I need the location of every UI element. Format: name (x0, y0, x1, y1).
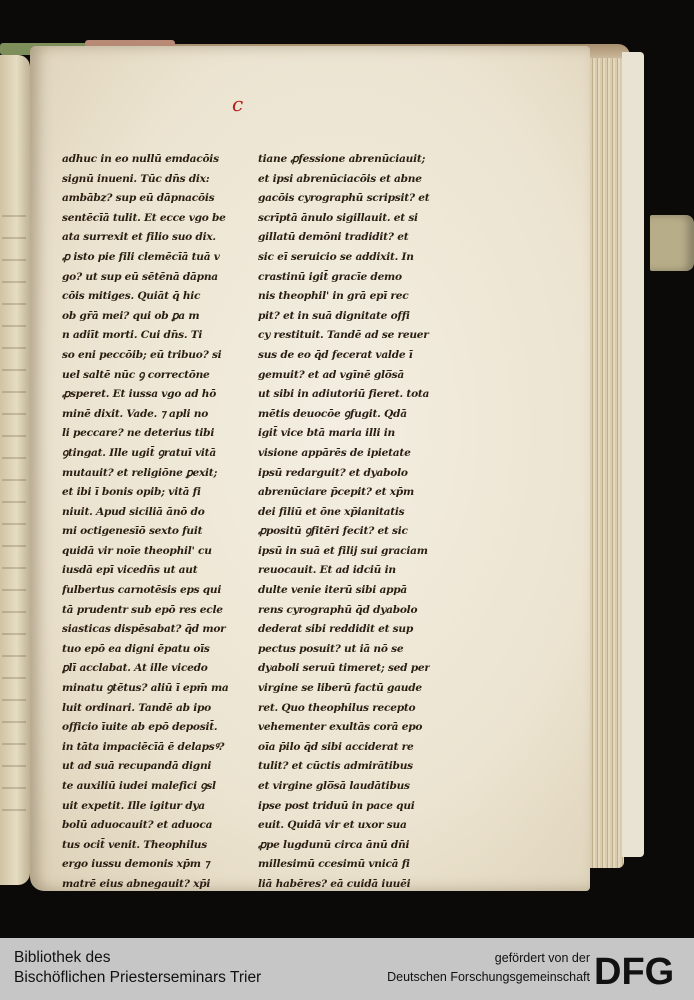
left-column-line: ergo iussu demonis xp̄m ⁊ (62, 858, 210, 871)
library-name-line2: Bischöflichen Priesterseminars Trier (14, 969, 262, 986)
left-column-line: ut ad suā recupandā digni (62, 760, 212, 773)
left-column-line: tuo epō ea digni ēpatu oīs (62, 642, 210, 655)
left-column-line: n adiīt morti. Cui dn̄s. Ti (62, 329, 203, 342)
right-column-line: pectus posuit? ut iā nō se (258, 642, 404, 655)
right-column-line: oīa p̄ilo q̄d sibi acciderat re (258, 740, 414, 753)
right-column-line: dyaboli seruū timeret; sed per (258, 662, 430, 675)
left-column-line: matrē eius abnegauit? xp̄i (62, 877, 211, 890)
right-column-line: igit̄ vice btā maria illi in (258, 427, 395, 440)
page-fore-edge (622, 52, 644, 857)
right-column-line: et virgine glo̅sā laudātibus (258, 780, 410, 792)
right-column-line: sus de eo q̄d fecerat valde ī (258, 348, 413, 361)
right-column-line: dederat sibi reddidit et sup (258, 623, 413, 636)
left-column-line: mi octigenesīō sexto fuit (62, 525, 203, 538)
library-name (14, 948, 261, 988)
left-column-line: luit ordinari. Tandē ab ipo (62, 701, 211, 714)
right-column-line: gacōis cyrographū scripsit? et (258, 192, 430, 205)
library-name-line1: Bibliothek des (14, 949, 111, 966)
left-column-line: uit expetit. Ille igitur dya (62, 799, 205, 812)
dfg-logo-text: DFG (594, 952, 675, 988)
left-column-line: iusdā epī vicedn̄s ut aut (62, 564, 198, 577)
left-column-line: minatu ꝯtētus? aliū ī epm̄ ma (62, 682, 229, 695)
left-column-line: ata surrexit et filio suo dix. (62, 231, 216, 244)
left-column-line: mutauit? et religiōne ꝑexit; (62, 466, 218, 479)
right-column-line: gillatū demōni tradidit? et (258, 231, 409, 244)
footer-banner (0, 938, 694, 1000)
left-column-line: signū inueni. Tūc dn̄s dix: (62, 172, 210, 185)
right-column-line: dei filiū et ōne xp̄ianitatis (258, 505, 405, 518)
right-column-line: reuocauit. Et ad idciū in (258, 564, 396, 577)
left-column-line: minē dixit. Vade. ⁊ apli no (62, 407, 209, 420)
right-column-line: virgine se liberū factū gaude (258, 682, 422, 695)
left-column-line: niuit. Apud siciliā ānō do (62, 505, 205, 518)
right-column-line: cy restituit. Tandē ad se reuer (258, 329, 429, 342)
left-column-line: ꝓsperet. Et iussa vgo ad hō (62, 388, 217, 401)
funder-line1: gefördert von der (494, 951, 590, 965)
right-column-line: tiane ꝓfessione abrenūciauit; (258, 153, 426, 165)
left-column-line: cōis mitiges. Quiāt q̄ hic (62, 290, 201, 303)
right-column-line: euit. Quidā vir et uxor sua (258, 819, 407, 832)
dfg-logo (594, 952, 684, 988)
left-column-line: ob gr̄ā mei? qui ob ꝑa m (62, 309, 200, 322)
left-column-line: in tāta impaciēcīā ē delapsꝰ? (62, 740, 225, 753)
right-column-line: gemuit? et ad vgīnē glo̅sā (258, 368, 404, 381)
left-column-line: uel saltē nūc ꝯ correctōne (62, 368, 210, 381)
left-text-column (62, 150, 232, 895)
right-column-line: millesimū ccesimū vnicā fi (258, 858, 410, 871)
right-column-line: ret. Quo theophilus recepto (258, 701, 416, 714)
left-column-line: li peccare? ne deterius tibi (62, 427, 215, 440)
left-column-line: fulbertus carnotēsis eps qui (62, 584, 222, 597)
right-column-line: ipse post triduū in pace qui (258, 799, 415, 812)
right-column-line: pit? et in suā dignitate offi (258, 309, 410, 322)
right-column-line: scrīptā ānulo sigillauit. et si (258, 211, 418, 224)
left-column-line: quidā vir noīe theophil' cu (62, 544, 212, 557)
right-column-line: vehementer exultās corā epo (258, 721, 423, 734)
left-column-line: tā prudentr sub epō res ecle (62, 603, 223, 616)
left-column-line: ambābz? sup eū dāpnacōis (62, 192, 215, 205)
left-column-line: et ibi ī bonis opib; vitā fi (62, 486, 201, 499)
funder-text (355, 949, 590, 987)
right-column-line: crastinū igit̄ gracīe demo (258, 270, 402, 283)
bookmark-tab (650, 215, 694, 271)
left-column-line: ꝓ isto pie fili clemēcīā tuā v (62, 250, 220, 263)
right-column-line: visione appārēs de ipietate (258, 446, 411, 459)
funder-line2: Deutschen Forschungsgemeinschaft (387, 970, 590, 984)
right-column-line: abrenūciare p̄cepit? et xp̄m (258, 486, 414, 499)
left-column-line: officio īuite ab epō deposit̄. (62, 721, 218, 734)
left-column-line: bolū aduocauit? et aduoca (62, 819, 213, 832)
right-column-line: ipsū in suā et filij sui graciam (258, 544, 428, 557)
rubric-letter: c (232, 92, 244, 116)
right-column-line: nis theophil' in grā epī rec (258, 290, 409, 303)
left-column-line: ꝑlī acclabat. At ille vicedo (62, 662, 208, 675)
left-margin-notes (2, 215, 26, 815)
right-column-line: dulte venie iterū sibi appā (258, 584, 408, 597)
right-column-line: mētis deuocōe ꝯfugit. Qdā (258, 407, 407, 420)
right-column-line: tulit? et cūctis admirātibus (258, 760, 413, 773)
right-column-line: ꝓpositū ꝯfitēri fecit? et sic (258, 525, 408, 538)
left-column-line: siasticas dispēsabat? q̄d mor (62, 623, 226, 636)
left-column-line: go? ut sup eū sētēnā dāpna (62, 270, 218, 283)
right-column-line: ipsū redarguit? et dyabolo (258, 466, 408, 479)
right-column-line: sic eī seruicio se addixit. In (258, 250, 414, 263)
left-column-line: adhuc in eo nullū emdacōis (62, 153, 219, 165)
left-column-line: sentēcīā tulit. Et ecce vgo be (62, 211, 226, 224)
left-column-line: so eni peccōib; eū tribuo? si (62, 348, 222, 361)
left-column-line: ꝯtingat. Ille ugit̄ ꝯratuī vitā (62, 446, 216, 459)
left-page-edge (0, 55, 30, 885)
right-column-line: liā habēres? eā cuidā iuuēi (258, 877, 411, 890)
left-column-line: tus ocit̄ venit. Theophilus (62, 838, 207, 851)
right-column-line: ꝓpe lugdunū circa ānū dn̄i (258, 838, 410, 851)
right-column-line: ut sibi in adiutoriū fieret. tota (258, 388, 430, 401)
right-column-line: et ipsi abrenūciacōis et abne (258, 172, 422, 185)
left-column-line: te auxiliū iudei malefici ꝯsl (62, 780, 216, 792)
right-text-column (258, 150, 430, 895)
right-column-line: rens cyrographū q̄d dyabolo (258, 603, 418, 616)
